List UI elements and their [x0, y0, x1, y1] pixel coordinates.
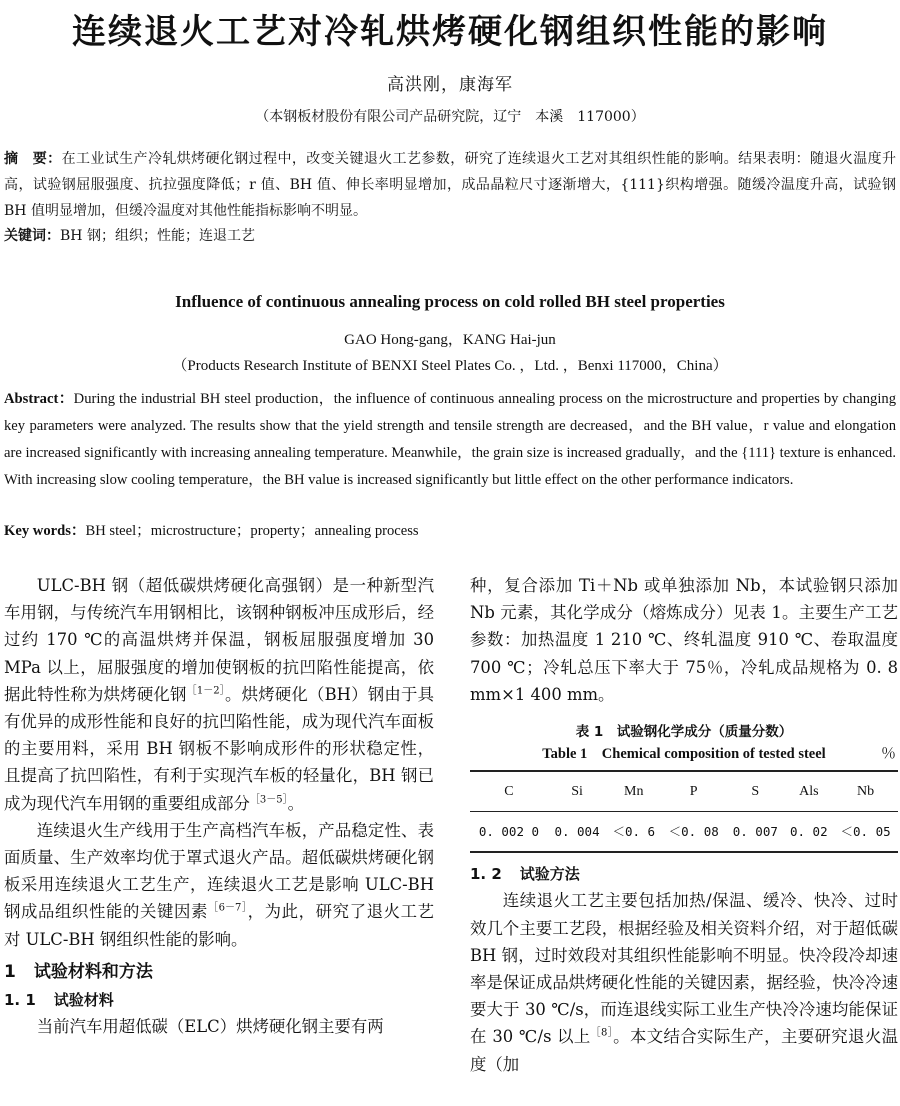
- table-cell: ＜0. 05: [833, 812, 898, 853]
- table-header-cell: Mn: [606, 771, 661, 812]
- composition-table: [470, 770, 898, 853]
- subsection-heading: [4, 987, 434, 1013]
- table-header-cell: Als: [784, 771, 833, 812]
- english-authors: GAO Hong-gang，KANG Hai-jun: [344, 332, 556, 348]
- citation: ［8］: [590, 1027, 614, 1039]
- keywords-cn: [4, 226, 255, 246]
- paragraph-text: 。本文结合实际生产，主要研究退火温度（加: [470, 1027, 898, 1074]
- subsection-title: 试验材料: [53, 990, 114, 1009]
- keywords-cn-text: BH 钢；组织；性能；连退工艺: [60, 228, 255, 244]
- english-affiliation: （Products Research Institute of BENXI Steel Plates Co. ，Ltd. ，Benxi 117000，China）: [172, 358, 728, 374]
- table-header-cell: C: [470, 771, 548, 812]
- table-caption-en: [470, 742, 898, 766]
- body-paragraph: [4, 572, 434, 817]
- keywords-en-label: Key words：: [4, 523, 86, 539]
- body-paragraph: [470, 572, 898, 708]
- paragraph-text: ULC-BH 钢（超低碳烘烤硬化高强钢）是一种新型汽车用钢，与传统汽车用钢相比，该钢种钢板冲压成形后，经过约 170 ℃的高温烘烤并保温，钢板屈服强度增加 30 MPa 以上，屈服强度的增加使钢板的抗凹陷性能提高，依据此特性称为烘烤硬化钢: [4, 576, 434, 704]
- table-cell: 0. 007: [726, 812, 784, 853]
- subsection-heading: [470, 861, 898, 887]
- table-header-cell: S: [726, 771, 784, 812]
- abstract-cn-text: 在工业试生产冷轧烘烤硬化钢过程中，改变关键退火工艺参数，研究了连续退火工艺对其组织性能的影响。结果表明：随退火温度升高，试验钢屈服强度、抗拉强度降低；r 值、BH 值、伸长率明显增加，成品晶粒尺寸逐渐增大，{111}织构增强。随缓冷温度升高，试验钢 BH 值明显增加，但缓冷温度对其他性能指标影响不明显。: [4, 151, 897, 219]
- citation: ［3－5］: [249, 794, 288, 806]
- paragraph-text: 。: [287, 793, 304, 813]
- subsection-title: 试验方法: [519, 865, 580, 884]
- table-unit: ％: [880, 746, 896, 763]
- table-1: [470, 722, 898, 853]
- paper-title: 连续退火工艺对冷轧烘烤硬化钢组织性能的影响: [72, 12, 828, 52]
- table-cell: 0. 004: [548, 812, 606, 853]
- section-heading: [4, 959, 434, 985]
- table-header-cell: P: [661, 771, 726, 812]
- table-header-cell: Si: [548, 771, 606, 812]
- body-paragraph: [4, 817, 434, 953]
- table-caption-en-text: Table 1 Chemical composition of tested steel: [542, 746, 826, 763]
- table-header-row: [470, 771, 898, 812]
- body-column-left: [4, 572, 434, 1040]
- paragraph-text: 连续退火生产线用于生产高档汽车板，产品稳定性、表面质量、生产效率均优于罩式退火产品。超低碳烘烤硬化钢板采用连续退火工艺生产，连续退火工艺是影响 ULC-BH 钢成品组织性能的关键因素: [4, 820, 434, 922]
- paragraph-text: 。烘烤硬化（BH）钢由于具有优异的成形性能和良好的抗凹陷性能，成为现代汽车面板的主要用料，采用 BH 钢板不影响成形件的形状稳定性，且提高了抗凹陷性，有利于实现汽车板的轻量化，BH 钢已成为现代汽车用钢的重要组成部分: [4, 684, 434, 813]
- table-caption-cn: 表 1 试验钢化学成分（质量分数）: [575, 724, 793, 741]
- paragraph-text: 种，复合添加 Ti＋Nb 或单独添加 Nb，本试验钢只添加 Nb 元素，其化学成分（熔炼成分）见表 1。主要生产工艺参数：加热温度 1 210 ℃、终轧温度 910 ℃、卷取温度 700 ℃；冷轧总压下率大于 75％，冷轧成品规格为 0. 8 mm×1 400 mm。: [470, 576, 898, 704]
- abstract-en-label: Abstract：: [4, 391, 74, 407]
- authors: 高洪刚，康海军: [387, 75, 513, 95]
- table-header-cell: Nb: [833, 771, 898, 812]
- citation: ［1－2］: [186, 685, 226, 697]
- keywords-cn-label: 关键词：: [4, 228, 60, 244]
- affiliation: （本钢板材股份有限公司产品研究院，辽宁 本溪 117000）: [255, 109, 645, 125]
- abstract-en-text: During the industrial BH steel production，the influence of continuous annealing process on the microstructure and properties by changing key parameters were analyzed. The results show that the yield strength and tensile strength are decreased，and the BH value，r value and elongation are increased significantly with increasing annealing temperature. Meanwhile，the grain size is increased gradually，and the {111} texture is enhanced. With increasing slow cooling temperature，the BH value is increased significantly but little effect on the other performance indicators.: [4, 391, 896, 488]
- abstract-cn: [4, 146, 896, 224]
- abstract-cn-label: 摘 要：: [4, 151, 62, 167]
- section-title: 试验材料和方法: [33, 961, 153, 982]
- section-number: 1: [4, 961, 16, 982]
- table-cell: ＜0. 08: [661, 812, 726, 853]
- keywords-en: [4, 520, 419, 542]
- table-cell: 0. 02: [784, 812, 833, 853]
- citation: ［6－7］: [208, 902, 248, 914]
- subsection-number: 1. 1: [4, 990, 36, 1009]
- table-cell: ＜0. 6: [606, 812, 661, 853]
- body-paragraph: [4, 1013, 434, 1040]
- subsection-number: 1. 2: [470, 865, 502, 884]
- body-column-right: [470, 572, 898, 1078]
- keywords-en-text: BH steel；microstructure；property；annealing process: [85, 523, 419, 539]
- paragraph-text: ，为此，研究了退火工艺对 ULC-BH 钢组织性能的影响。: [4, 902, 435, 949]
- paragraph-text: 连续退火工艺主要包括加热/保温、缓冷、快冷、过时效几个主要工艺段，根据经验及相关资料介绍，对于超低碳 BH 钢，过时效段对其组织性能影响不明显。快冷段冷却速率是保证成品烘烤硬化性能的关键因素，据经验，快冷冷速要大于 30 ℃/s，而连退线实际工业生产快冷冷速均能保证在 30 ℃/s 以上: [470, 891, 898, 1047]
- abstract-en: [4, 386, 896, 494]
- table-row: [470, 812, 898, 853]
- body-paragraph: [470, 887, 898, 1077]
- english-title: Influence of continuous annealing process on cold rolled BH steel properties: [175, 292, 725, 311]
- table-cell: 0. 002 0: [470, 812, 548, 853]
- paragraph-text: 当前汽车用超低碳（ELC）烘烤硬化钢主要有两: [36, 1016, 384, 1036]
